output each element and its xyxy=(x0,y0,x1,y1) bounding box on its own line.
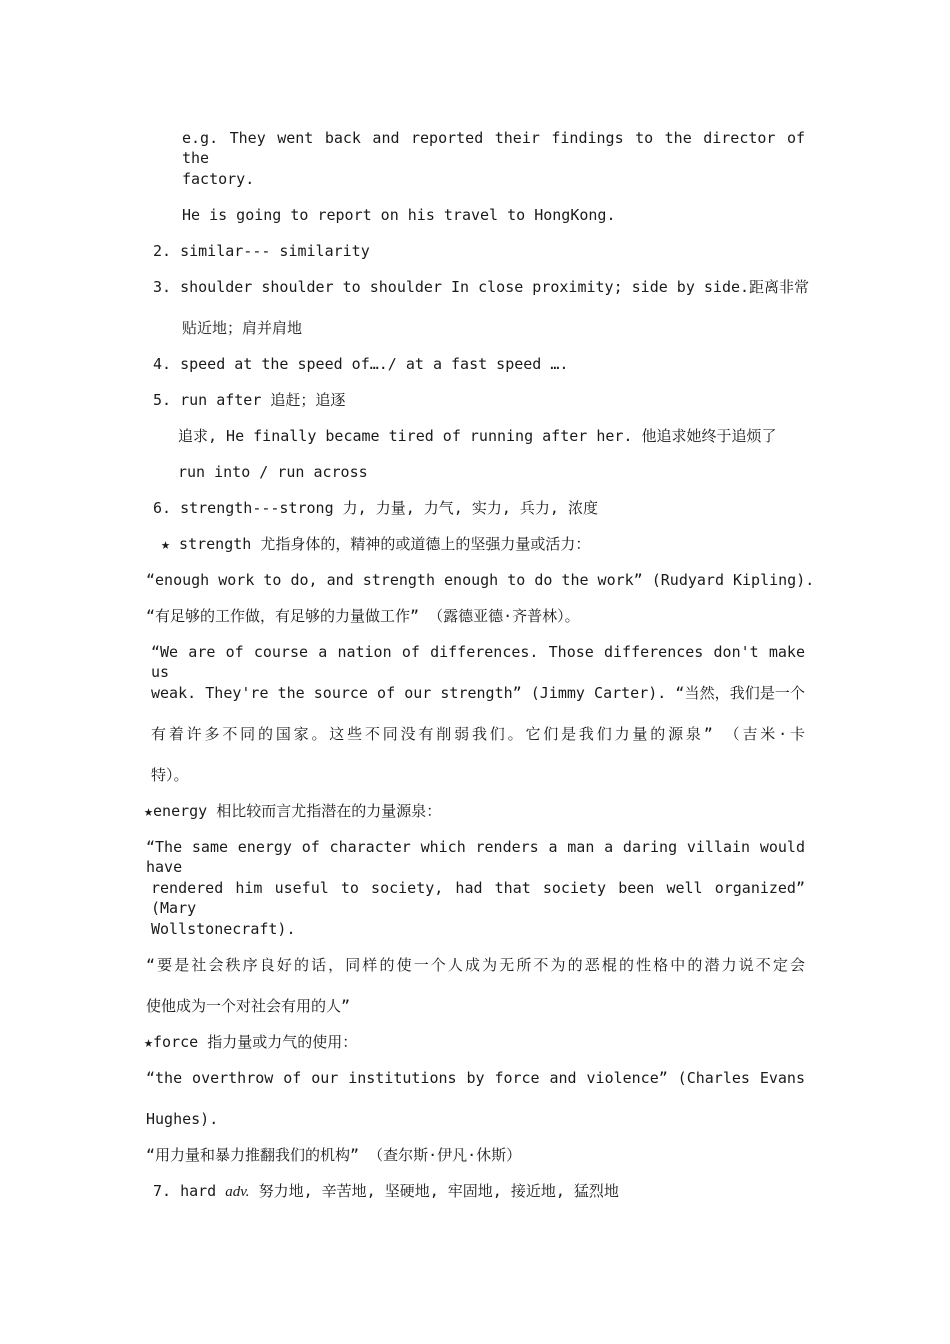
energy-quote-translation-2: 使他成为一个对社会有用的人” xyxy=(146,997,351,1015)
list-item-5: 5. run after 追赶；追逐 xyxy=(153,391,346,409)
list-item-7-meanings: 努力地, 辛苦地, 坚硬地, 牢固地, 接近地, 猛烈地 xyxy=(249,1182,619,1200)
list-item-7 xyxy=(153,1181,619,1202)
energy-quote-line-3: Wollstonecraft). xyxy=(151,920,296,938)
force-quote-translation: “用力量和暴力推翻我们的机构” （查尔斯·伊凡·休斯） xyxy=(146,1146,522,1164)
force-quote-line-1: “the overthrow of our institutions by force and violence” (Charles Evans xyxy=(146,1069,805,1087)
force-note: ★force 指力量或力气的使用： xyxy=(144,1033,358,1051)
strength-quote: “enough work to do, and strength enough to do the work” (Rudyard Kipling). xyxy=(146,571,815,589)
carter-quote-line-1: “We are of course a nation of differences. Those differences don't make us xyxy=(151,643,805,681)
part-of-speech: adv. xyxy=(225,1184,250,1200)
carter-quote-line-4: 特）。 xyxy=(151,766,189,784)
list-item-3-translation: 贴近地；肩并肩地 xyxy=(182,319,303,337)
list-item-4: 4. speed at the speed of….∕ at a fast speed …. xyxy=(153,355,569,373)
list-item-7-head: 7. hard xyxy=(153,1182,226,1200)
example-sentence-2: He is going to report on his travel to HongKong. xyxy=(182,206,616,224)
energy-note: ★energy 相比较而言尤指潜在的力量源泉： xyxy=(144,802,442,820)
carter-quote-line-3: 有着许多不同的国家。这些不同没有削弱我们。它们是我们力量的源泉” （吉米·卡 xyxy=(151,725,805,743)
force-quote-line-2: Hughes). xyxy=(146,1110,219,1128)
example-sentence-1: e.g. They went back and reported their findings to the director of the xyxy=(182,129,805,167)
energy-quote-line-2: rendered him useful to society, had that society been well organized” (Mary xyxy=(151,879,805,917)
list-item-3: 3. shoulder shoulder to shoulder In close proximity; side by side.距离非常 xyxy=(153,278,810,296)
strength-note: ★ strength 尤指身体的，精神的或道德上的坚强力量或活力： xyxy=(161,535,591,553)
carter-quote-line-2: weak. They're the source of our strength” (Jimmy Carter). “当然，我们是一个 xyxy=(151,684,805,702)
energy-quote-line-1: “The same energy of character which renders a man a daring villain would have xyxy=(146,838,805,876)
list-item-2: 2. similar--- similarity xyxy=(153,242,370,260)
list-item-5-example: 追求, He finally became tired of running after her. 他追求她终于追烦了 xyxy=(178,427,777,445)
list-item-6: 6. strength---strong 力, 力量, 力气, 实力, 兵力, 浓度 xyxy=(153,499,598,517)
energy-quote-translation-1: “要是社会秩序良好的话，同样的使一个人成为无所不为的恶棍的性格中的潜力说不定会 xyxy=(146,956,805,974)
strength-quote-translation: “有足够的工作做，有足够的力量做工作” （露德亚德·齐普林）。 xyxy=(146,607,580,625)
list-item-5-related: run into / run across xyxy=(178,463,368,481)
example-sentence-1-end: factory. xyxy=(182,170,255,188)
